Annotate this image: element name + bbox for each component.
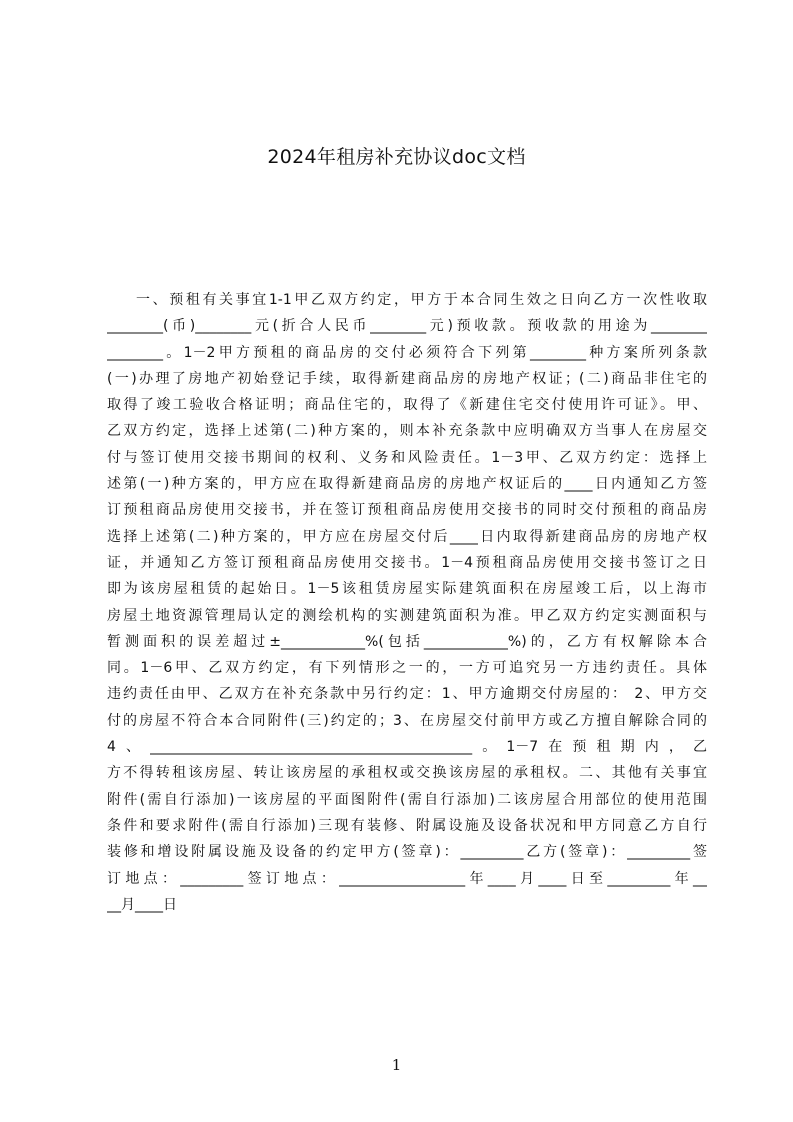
body-line: 一、预租有关事宜1-1甲乙双方约定，甲方于本合同生效之日向乙方一次性收取 — [136, 292, 707, 308]
body-line: 房屋土地资源管理局认定的测绘机构的实测建筑面积为准。甲乙双方约定实测面积与 — [107, 607, 707, 624]
body-line: 付的房屋不符合本合同附件(三)约定的；3、在房屋交付前甲方或乙方擅自解除合同的 — [107, 712, 707, 729]
body-line: 订地点：_________签订地点：__________________年____月____日至_________年__ — [107, 870, 707, 887]
body-line: 述第(一)种方案的，甲方应在取得新建商品房的房地产权证后的____日内通知乙方签 — [107, 476, 707, 493]
body-line: 订预租商品房使用交接书，并在签订预租商品房使用交接书的同时交付预租的商品房 — [107, 502, 707, 519]
body-line: 方不得转租该房屋、转让该房屋的承租权或交换该房屋的承租权。二、其他有关事宜 — [107, 765, 707, 782]
body-line: 4、______________________________________________。1－7在预租期内，乙 — [107, 739, 707, 756]
body-line: (一)办理了房地产初始登记手续，取得新建商品房的房地产权证；(二)商品非住宅的 — [107, 370, 707, 387]
body-line: 附件(需自行添加)一该房屋的平面图附件(需自行添加)二该房屋合用部位的使用范围 — [107, 791, 707, 808]
body-line: 条件和要求附件(需自行添加)三现有装修、附属设施及设备状况和甲方同意乙方自行 — [107, 817, 707, 834]
body-line: 取得了竣工验收合格证明；商品住宅的，取得了《新建住宅交付使用许可证》。甲、 — [107, 397, 707, 414]
body-line: 乙双方约定，选择上述第(二)种方案的，则本补充条款中应明确双方当事人在房屋交 — [107, 423, 707, 440]
document-body — [107, 287, 707, 918]
body-line: ________。1－2甲方预租的商品房的交付必须符合下列第________种方案所列条款 — [107, 344, 707, 361]
body-line: 同。1－6甲、乙双方约定，有下列情形之一的，一方可追究另一方违约责任。具体 — [107, 660, 707, 677]
body-line: __月____日 — [107, 896, 177, 913]
body-line: ________(币)________元(折合人民币________元)预收款。预收款的用途为________ — [107, 318, 707, 335]
document-title: 2024年租房补充协议doc文档 — [267, 146, 526, 168]
body-line: 选择上述第(二)种方案的，甲方应在房屋交付后____日内取得新建商品房的房地产权 — [107, 528, 707, 545]
page-number: 1 — [391, 1056, 402, 1074]
body-line: 即为该房屋租赁的起始日。1－5该租赁房屋实际建筑面积在房屋竣工后，以上海市 — [107, 581, 707, 598]
body-line: 违约责任由甲、乙双方在补充条款中另行约定：1、甲方逾期交付房屋的： 2、甲方交 — [107, 686, 707, 703]
body-line: 付与签订使用交接书期间的权利、义务和风险责任。1－3甲、乙双方约定：选择上 — [107, 449, 707, 466]
body-line: 证，并通知乙方签订预租商品房使用交接书。1－4预租商品房使用交接书签订之日 — [107, 554, 707, 571]
body-line: 装修和增设附属设施及设备的约定甲方(签章)：_________乙方(签章)：_________签 — [107, 844, 707, 861]
body-line: 暂测面积的误差超过±____________%(包括____________%)的，乙方有权解除本合 — [107, 633, 707, 650]
